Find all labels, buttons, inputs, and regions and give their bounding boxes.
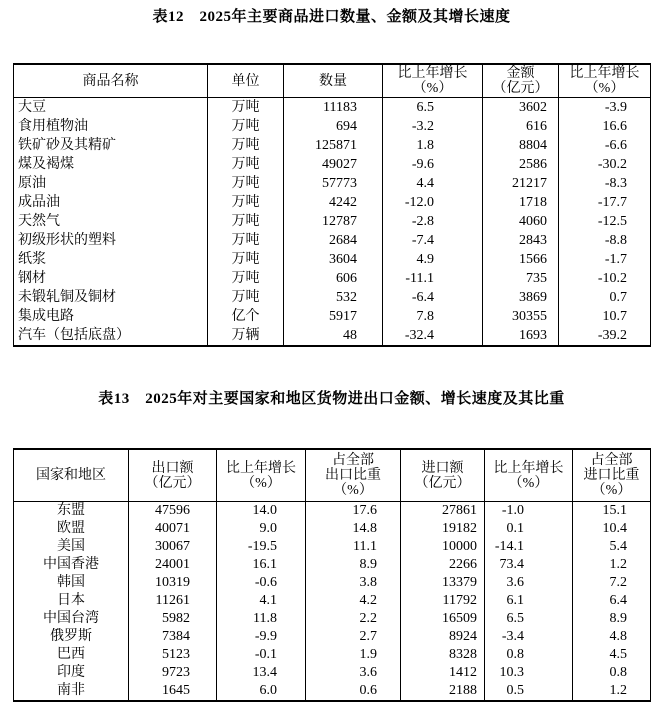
table-cell: -8.3 bbox=[559, 174, 651, 193]
table-cell: -1.0 bbox=[485, 502, 573, 521]
table-cell: -3.9 bbox=[559, 98, 651, 118]
table-row bbox=[14, 628, 651, 646]
table-cell: -6.4 bbox=[383, 288, 483, 307]
table-cell: 0.6 bbox=[306, 682, 401, 701]
column-header-line: 占全部 bbox=[590, 453, 633, 468]
column-header bbox=[14, 449, 129, 502]
table-cell: 7384 bbox=[129, 628, 217, 646]
column-header-line: 出口比重 bbox=[325, 468, 381, 483]
table-cell: 9.0 bbox=[217, 520, 306, 538]
column-header-line: （%） bbox=[412, 81, 453, 96]
table-cell: 万吨 bbox=[208, 288, 284, 307]
table-cell: 5917 bbox=[284, 307, 383, 326]
table-cell: -2.8 bbox=[383, 212, 483, 231]
column-header-line: 比上年增长 bbox=[493, 460, 564, 476]
table-cell: 49027 bbox=[284, 155, 383, 174]
table-cell: 万吨 bbox=[208, 136, 284, 155]
column-header bbox=[217, 449, 306, 502]
commodity-imports-table-body bbox=[14, 98, 651, 347]
column-header-line: （%） bbox=[241, 475, 281, 491]
table-row bbox=[14, 174, 651, 193]
table-row bbox=[14, 502, 651, 521]
column-header-line: 比上年增长 bbox=[226, 460, 296, 476]
table-cell: 10.4 bbox=[573, 520, 651, 538]
table-cell: 亿个 bbox=[208, 307, 284, 326]
table-cell: 11.8 bbox=[217, 610, 306, 628]
commodity-imports-table bbox=[13, 63, 651, 347]
column-header-line: （%） bbox=[508, 475, 549, 491]
table-cell: 7.2 bbox=[573, 574, 651, 592]
table-cell: 万吨 bbox=[208, 193, 284, 212]
table-cell: 6.4 bbox=[573, 592, 651, 610]
table-cell: -6.6 bbox=[559, 136, 651, 155]
table-cell: 3869 bbox=[483, 288, 559, 307]
table-cell: 美国 bbox=[14, 538, 129, 556]
table-cell: -11.1 bbox=[383, 269, 483, 288]
column-header-line: 出口额 bbox=[151, 460, 194, 476]
table-cell: -0.1 bbox=[217, 646, 306, 664]
table-row bbox=[14, 664, 651, 682]
table-cell: 11.1 bbox=[306, 538, 401, 556]
column-header bbox=[559, 64, 651, 98]
table-cell: 47596 bbox=[129, 502, 217, 521]
table-cell: 1.8 bbox=[383, 136, 483, 155]
table-cell: 初级形状的塑料 bbox=[14, 231, 208, 250]
table-cell: 万吨 bbox=[208, 174, 284, 193]
table-cell: 1693 bbox=[483, 326, 559, 346]
table-cell: -9.9 bbox=[217, 628, 306, 646]
column-header bbox=[129, 449, 217, 502]
table-cell: 2266 bbox=[401, 556, 485, 574]
column-header bbox=[14, 64, 208, 98]
table-cell: 未锻轧铜及铜材 bbox=[14, 288, 208, 307]
table-cell: 606 bbox=[284, 269, 383, 288]
table-cell: 1.2 bbox=[573, 682, 651, 701]
table-cell: 532 bbox=[284, 288, 383, 307]
column-header-line: 进口额 bbox=[421, 460, 464, 476]
table-cell: 南非 bbox=[14, 682, 129, 701]
table-cell: 14.0 bbox=[217, 502, 306, 521]
table-cell: 4.2 bbox=[306, 592, 401, 610]
countries-trade-table-body bbox=[14, 502, 651, 702]
table-cell: 万吨 bbox=[208, 250, 284, 269]
table-row bbox=[14, 610, 651, 628]
table-cell: 3602 bbox=[483, 98, 559, 118]
table-cell: 万吨 bbox=[208, 231, 284, 250]
table-row bbox=[14, 117, 651, 136]
table-cell: 16509 bbox=[401, 610, 485, 628]
column-header-line: 占全部 bbox=[332, 453, 374, 468]
table-row bbox=[14, 556, 651, 574]
table13-title: 表13 2025年对主要国家和地区货物进出口金额、增长速度及其比重 bbox=[98, 391, 565, 407]
table-cell: 4060 bbox=[483, 212, 559, 231]
table-row bbox=[14, 646, 651, 664]
table-cell: 616 bbox=[483, 117, 559, 136]
table-cell: 6.1 bbox=[485, 592, 573, 610]
table-row bbox=[14, 136, 651, 155]
table-cell: 1718 bbox=[483, 193, 559, 212]
table-cell: 40071 bbox=[129, 520, 217, 538]
table-cell: 成品油 bbox=[14, 193, 208, 212]
table-row bbox=[14, 682, 651, 701]
table-cell: -39.2 bbox=[559, 326, 651, 346]
column-header-line: 单位 bbox=[231, 73, 260, 89]
table-cell: 万吨 bbox=[208, 212, 284, 231]
table12-title: 表12 2025年主要商品进口数量、金额及其增长速度 bbox=[152, 9, 511, 25]
table-row bbox=[14, 307, 651, 326]
table-cell: 15.1 bbox=[573, 502, 651, 521]
table-cell: 8.9 bbox=[573, 610, 651, 628]
table-cell: 30355 bbox=[483, 307, 559, 326]
table-cell: -9.6 bbox=[383, 155, 483, 174]
table-row bbox=[14, 326, 651, 346]
table-cell: 5123 bbox=[129, 646, 217, 664]
table-cell: 0.1 bbox=[485, 520, 573, 538]
table-cell: 8.9 bbox=[306, 556, 401, 574]
column-header bbox=[208, 64, 284, 98]
table-cell: 1645 bbox=[129, 682, 217, 701]
table-cell: 13.4 bbox=[217, 664, 306, 682]
column-header-line: （亿元） bbox=[414, 475, 471, 491]
table-cell: -7.4 bbox=[383, 231, 483, 250]
table-row bbox=[14, 193, 651, 212]
table-cell: 2684 bbox=[284, 231, 383, 250]
column-header-line: （亿元） bbox=[492, 81, 549, 96]
column-header-line: 数量 bbox=[319, 73, 347, 89]
table-cell: 0.7 bbox=[559, 288, 651, 307]
table-row bbox=[14, 288, 651, 307]
table-cell: 1412 bbox=[401, 664, 485, 682]
column-header-line: 商品名称 bbox=[82, 73, 139, 89]
table-cell: -8.8 bbox=[559, 231, 651, 250]
column-header-line: 进口比重 bbox=[583, 468, 640, 483]
table-cell: 俄罗斯 bbox=[14, 628, 129, 646]
table-cell: 10319 bbox=[129, 574, 217, 592]
table-cell: 11183 bbox=[284, 98, 383, 118]
table-cell: 7.8 bbox=[383, 307, 483, 326]
table-row bbox=[14, 250, 651, 269]
table-cell: 13379 bbox=[401, 574, 485, 592]
table-cell: 3.8 bbox=[306, 574, 401, 592]
table-cell: 4.8 bbox=[573, 628, 651, 646]
table-cell: 125871 bbox=[284, 136, 383, 155]
table-cell: 欧盟 bbox=[14, 520, 129, 538]
table-row bbox=[14, 574, 651, 592]
table-row bbox=[14, 520, 651, 538]
table-cell: 8804 bbox=[483, 136, 559, 155]
column-header-line: （亿元） bbox=[144, 475, 201, 491]
table-cell: 韩国 bbox=[14, 574, 129, 592]
table-cell: -17.7 bbox=[559, 193, 651, 212]
table-cell: 694 bbox=[284, 117, 383, 136]
table-cell: -3.4 bbox=[485, 628, 573, 646]
table-cell: 2188 bbox=[401, 682, 485, 701]
table-cell: 27861 bbox=[401, 502, 485, 521]
table-cell: 中国香港 bbox=[14, 556, 129, 574]
table-cell: -3.2 bbox=[383, 117, 483, 136]
table-cell: 纸浆 bbox=[14, 250, 208, 269]
table-cell: 0.8 bbox=[573, 664, 651, 682]
table-cell: 原油 bbox=[14, 174, 208, 193]
table-cell: 万吨 bbox=[208, 98, 284, 118]
table-cell: -30.2 bbox=[559, 155, 651, 174]
table-cell: -1.7 bbox=[559, 250, 651, 269]
column-header-line: （%） bbox=[584, 81, 625, 96]
table-cell: 10.3 bbox=[485, 664, 573, 682]
table-cell: 735 bbox=[483, 269, 559, 288]
table-cell: 钢材 bbox=[14, 269, 208, 288]
table-cell: 16.1 bbox=[217, 556, 306, 574]
table-cell: 6.5 bbox=[383, 98, 483, 118]
column-header-line: （%） bbox=[591, 483, 632, 498]
table-row bbox=[14, 212, 651, 231]
table-cell: 巴西 bbox=[14, 646, 129, 664]
column-header bbox=[485, 449, 573, 502]
table-cell: 48 bbox=[284, 326, 383, 346]
table-cell: 3604 bbox=[284, 250, 383, 269]
table-cell: 大豆 bbox=[14, 98, 208, 118]
table-cell: 日本 bbox=[14, 592, 129, 610]
table-cell: 14.8 bbox=[306, 520, 401, 538]
table-cell: 2843 bbox=[483, 231, 559, 250]
table-cell: 17.6 bbox=[306, 502, 401, 521]
table-cell: 21217 bbox=[483, 174, 559, 193]
column-header-line: 金额 bbox=[506, 66, 535, 81]
countries-trade-table-header bbox=[14, 449, 651, 502]
table-cell: -32.4 bbox=[383, 326, 483, 346]
table-cell: 2586 bbox=[483, 155, 559, 174]
column-header-line: （%） bbox=[333, 483, 373, 498]
commodity-imports-table-header bbox=[14, 64, 651, 98]
table-cell: -0.6 bbox=[217, 574, 306, 592]
table-cell: 30067 bbox=[129, 538, 217, 556]
table-cell: 1.2 bbox=[573, 556, 651, 574]
table-cell: 2.7 bbox=[306, 628, 401, 646]
table-cell: 10000 bbox=[401, 538, 485, 556]
table-cell: 4.1 bbox=[217, 592, 306, 610]
table-cell: 汽车（包括底盘） bbox=[14, 326, 208, 346]
table-cell: -12.0 bbox=[383, 193, 483, 212]
header-row bbox=[14, 64, 651, 98]
table-cell: 4.4 bbox=[383, 174, 483, 193]
table-cell: 万吨 bbox=[208, 117, 284, 136]
header-row bbox=[14, 449, 651, 502]
table-cell: 万吨 bbox=[208, 155, 284, 174]
column-header bbox=[306, 449, 401, 502]
table-row bbox=[14, 592, 651, 610]
table-cell: 铁矿砂及其精矿 bbox=[14, 136, 208, 155]
table-cell: 中国台湾 bbox=[14, 610, 129, 628]
table-cell: 万辆 bbox=[208, 326, 284, 346]
table-cell: 3.6 bbox=[306, 664, 401, 682]
table-cell: 6.0 bbox=[217, 682, 306, 701]
table-cell: 19182 bbox=[401, 520, 485, 538]
countries-trade-table bbox=[13, 448, 651, 702]
table-row bbox=[14, 269, 651, 288]
column-header-line: 国家和地区 bbox=[36, 468, 106, 483]
table-cell: 9723 bbox=[129, 664, 217, 682]
table-cell: 煤及褐煤 bbox=[14, 155, 208, 174]
table-cell: 5.4 bbox=[573, 538, 651, 556]
table-cell: 11261 bbox=[129, 592, 217, 610]
table-cell: 16.6 bbox=[559, 117, 651, 136]
table-cell: -19.5 bbox=[217, 538, 306, 556]
table-row bbox=[14, 538, 651, 556]
column-header bbox=[483, 64, 559, 98]
table-cell: 0.5 bbox=[485, 682, 573, 701]
table-cell: 4242 bbox=[284, 193, 383, 212]
table-cell: -14.1 bbox=[485, 538, 573, 556]
table-cell: 5982 bbox=[129, 610, 217, 628]
table-row bbox=[14, 231, 651, 250]
table-cell: 4.9 bbox=[383, 250, 483, 269]
table-cell: 3.6 bbox=[485, 574, 573, 592]
table-cell: 集成电路 bbox=[14, 307, 208, 326]
table-cell: 12787 bbox=[284, 212, 383, 231]
table-row bbox=[14, 155, 651, 174]
column-header-line: 比上年增长 bbox=[397, 66, 468, 81]
table-cell: 2.2 bbox=[306, 610, 401, 628]
table-cell: 东盟 bbox=[14, 502, 129, 521]
column-header-line: 比上年增长 bbox=[569, 66, 640, 81]
table-cell: 万吨 bbox=[208, 269, 284, 288]
column-header bbox=[284, 64, 383, 98]
table-cell: 6.5 bbox=[485, 610, 573, 628]
table-cell: 10.7 bbox=[559, 307, 651, 326]
column-header bbox=[401, 449, 485, 502]
table-cell: 73.4 bbox=[485, 556, 573, 574]
table-cell: 1.9 bbox=[306, 646, 401, 664]
table-cell: -12.5 bbox=[559, 212, 651, 231]
table-cell: 24001 bbox=[129, 556, 217, 574]
table-cell: 4.5 bbox=[573, 646, 651, 664]
table-cell: 1566 bbox=[483, 250, 559, 269]
column-header bbox=[573, 449, 651, 502]
table-cell: 11792 bbox=[401, 592, 485, 610]
table-cell: 8924 bbox=[401, 628, 485, 646]
table-cell: -10.2 bbox=[559, 269, 651, 288]
table-cell: 57773 bbox=[284, 174, 383, 193]
column-header bbox=[383, 64, 483, 98]
table-cell: 印度 bbox=[14, 664, 129, 682]
table-cell: 天然气 bbox=[14, 212, 208, 231]
table-row bbox=[14, 98, 651, 118]
table-cell: 食用植物油 bbox=[14, 117, 208, 136]
table-cell: 8328 bbox=[401, 646, 485, 664]
table-cell: 0.8 bbox=[485, 646, 573, 664]
